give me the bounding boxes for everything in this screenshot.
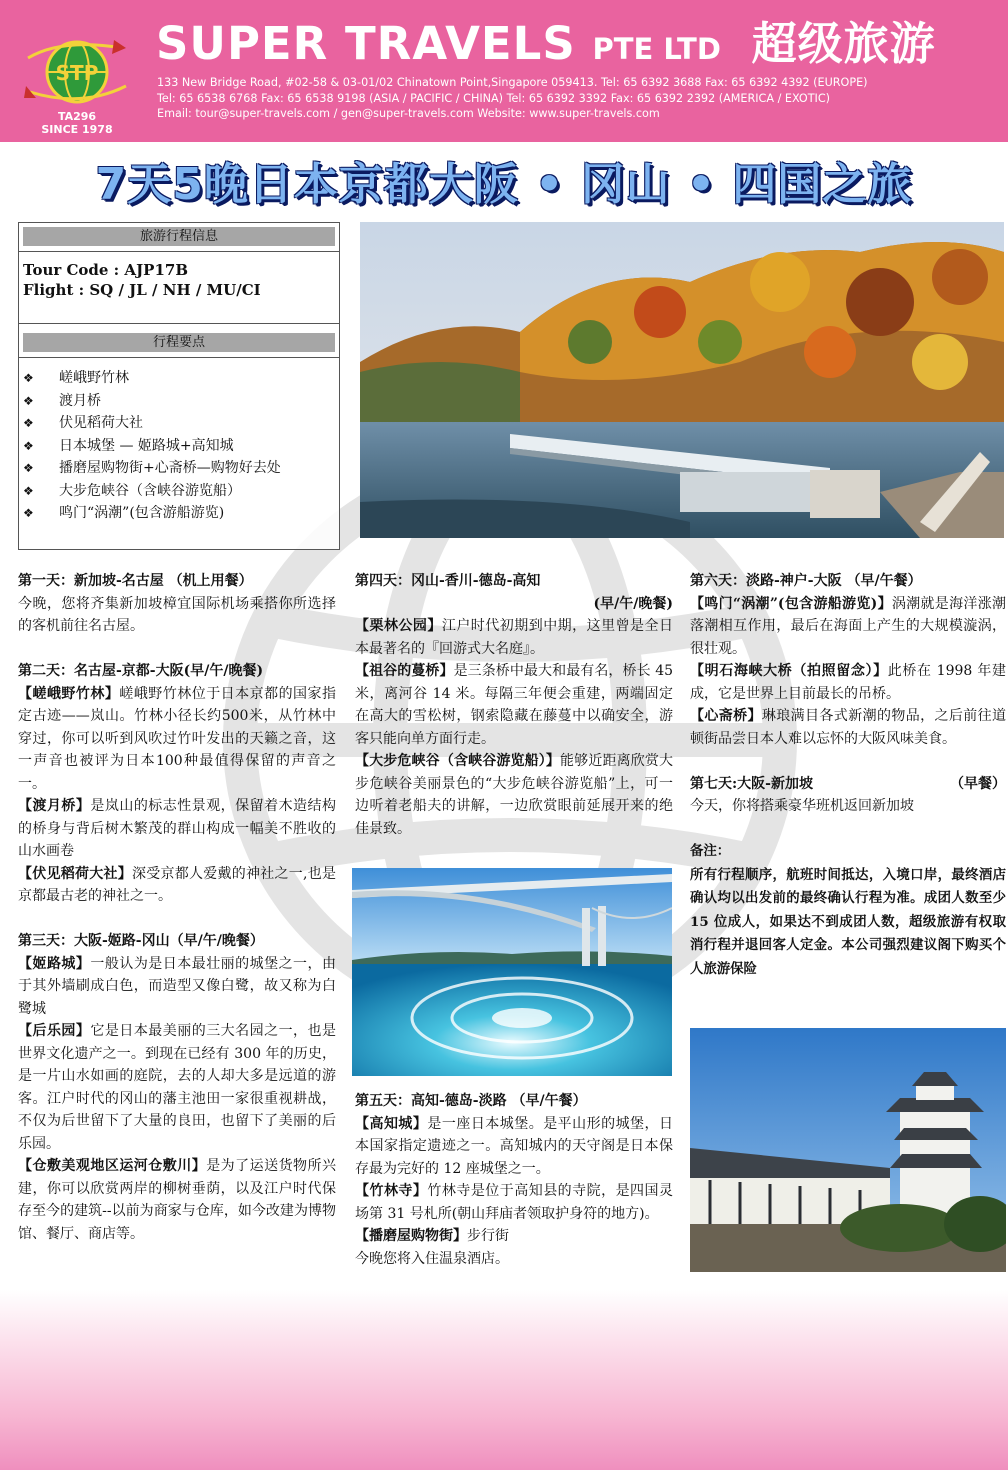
itinerary-column-3 — [690, 570, 1006, 981]
company-name — [156, 18, 936, 75]
naruto-bridge-whirlpool-photo — [352, 868, 672, 1076]
day2-paragraph: 【伏见稻荷大社】深受京都人爱戴的神社之一,也是京都最古老的神社之一。 — [18, 865, 337, 904]
diamond-bullet-icon: ❖ — [23, 416, 34, 430]
flight-info: Flight : SQ / JL / NH / MU/CI — [23, 281, 261, 299]
highlight-item: ❖ 伏见稻荷大社 — [23, 412, 281, 435]
logo-caption — [22, 110, 132, 136]
divider — [19, 357, 339, 358]
day7-meals: （早餐） — [950, 775, 1006, 792]
since-year: SINCE 1978 — [41, 123, 113, 136]
highlights-title: 行程要点 — [23, 333, 335, 352]
day5-paragraph: 【高知城】是一座日本城堡。是平山形的城堡，日本国家指定遗迹之一。高知城内的天守阁是日本保存最为完好的 12 座城堡之一。 — [355, 1115, 674, 1177]
diamond-bullet-icon: ❖ — [23, 483, 34, 498]
day2-paragraph: 【渡月桥】是岚山的标志性景观，保留着木造结构的桥身与背后树木繁茂的群山构成一幅美不胜收的山水画卷 — [18, 798, 337, 859]
brand-suffix: PTE LTD — [592, 32, 721, 66]
day4-paragraph: 【祖谷的蔓桥】是三条桥中最大和最有名，桥长 45 米，离河谷 14 米。每隔三年便会重建，两端固定在高大的雪松树，钢索隐藏在藤蔓中以确安全，游客只能向单方面行走。 — [355, 663, 674, 747]
day5-title: 第五天：高知-德岛-淡路 （早/午餐） — [355, 1093, 587, 1109]
highlight-item: ❖ 日本城堡 — 姬路城+高知城 — [23, 435, 281, 458]
arashiyama-autumn-river-photo — [360, 222, 1004, 538]
day7-text: 今天，你将搭乘豪华班机返回新加坡 — [690, 798, 914, 814]
diamond-bullet-icon: ❖ — [23, 393, 34, 408]
tour-code: Tour Code : AJP17B — [23, 261, 188, 279]
tour-info-box — [18, 222, 340, 550]
brand-name: SUPER TRAVELS — [156, 17, 576, 70]
highlight-item: ❖ 嵯峨野竹林 — [23, 367, 281, 390]
day5-paragraph: 【竹林寺】竹林寺是位于高知县的寺院，是四国灵场第 31 号札所(朝山拜庙者领取护身符的地方)。 — [355, 1183, 674, 1222]
day5-paragraph: 【播磨屋购物街】步行街 — [355, 1228, 509, 1244]
itinerary-column-2 — [355, 570, 673, 840]
day7-title: 第七天:大阪-新加坡 （早餐） — [690, 773, 1006, 796]
diamond-bullet-icon: ❖ — [23, 461, 34, 475]
divider — [19, 323, 339, 324]
diamond-bullet-icon: ❖ — [23, 506, 34, 520]
brand-chinese: 超级旅游 — [751, 17, 936, 70]
page-bottom-gradient — [0, 1290, 1008, 1470]
day4-meals: (早/午/晚餐) — [593, 595, 673, 612]
highlight-item: ❖ 播磨屋购物街+心斋桥—购物好去处 — [23, 457, 281, 480]
day5-end: 今晚您将入住温泉酒店。 — [355, 1250, 509, 1267]
contact-line-2: Email: tour@super-travels.com / gen@super-travels.com Website: www.super-travels.com — [157, 107, 660, 120]
license-number: TA296 — [57, 110, 97, 123]
day3-paragraph: 【仓敷美观地区运河仓敷川】是为了运送货物所兴建，你可以欣赏两岸的柳树垂荫，以及江户时代保存至今的建筑--以前为商家与仓库，如今改建为博物馆、餐厅、商店等。 — [18, 1158, 337, 1242]
day4-title: 第四天：冈山-香川-德岛-高知 — [355, 573, 541, 589]
globe-logo-icon — [22, 28, 132, 112]
day3-paragraph: 【姬路城】一般认为是日本最壮丽的城堡之一，由于其外墙刷成白色，而造型又像白鹭，故又称为白鹭城 — [18, 955, 337, 1017]
highlight-item: ❖ 鸣门“涡潮”(包含游船游览) — [23, 502, 281, 525]
itinerary-column-2-lower — [355, 1090, 673, 1270]
diamond-bullet-icon: ❖ — [23, 371, 34, 385]
page-title: 7天5晚日本京都大阪 • 冈山 • 四国之旅 — [95, 159, 913, 210]
day1-text: 今晚，您将齐集新加坡樟宜国际机场乘搭你所选择的客机前往名古屋。 — [18, 595, 336, 634]
day1-title: 第一天：新加坡-名古屋 （机上用餐） — [18, 573, 253, 589]
divider — [19, 251, 339, 252]
day6-paragraph: 【心斋桥】琳琅满目各式新潮的物品，之后前往道顿街品尝日本人难以忘怀的大阪风味美食。 — [690, 708, 1007, 747]
diamond-bullet-icon: ❖ — [23, 438, 34, 453]
day2-title: 第二天：名古屋-京都-大阪(早/午/晚餐) — [18, 663, 264, 679]
day4-paragraph: 【大步危峡谷（含峡谷游览船）】能够近距离欣赏大步危峡谷美丽景色的“大步危峡谷游览船”上，可一边听着老船夫的讲解，一边欣赏眼前延展开来的绝佳景致。 — [355, 753, 674, 837]
day3-paragraph: 【后乐园】它是日本最美丽的三大名园之一，也是世界文化遗产之一。到现在已经有 300 年的历史，是一片山水如画的庭院，去的人却大多是远道的游客。江户时代的冈山的藩主池田一家很重视耕战，不仅为后世留下了大量的良田，也留下了美丽的后乐园。 — [18, 1023, 337, 1152]
itinerary-column-1 — [18, 570, 336, 1245]
notes-title: 备注： — [690, 843, 731, 859]
address-line: 133 New Bridge Road, #02-58 & 03-01/02 Chinatown Point,Singapore 059413. Tel: 65 6392 3688 Fax: 65 6392 4392 (EUROPE) — [157, 76, 868, 89]
contact-line-1: Tel: 65 6538 6768 Fax: 65 6538 9198 (ASIA / PACIFIC / CHINA) Tel: 65 6392 3392 Fax: 65 6392 2392 (AMERICA / EXOTIC) — [157, 92, 831, 105]
day2-paragraph: 【嵯峨野竹林】嵯峨野竹林位于日本京都的国家指定古迹——岚山。竹林小径长约500米，从竹林中穿过，你可以听到风吹过竹叶发出的天籁之音，这一声音也被评为日本100种最值得保留的声音之一。 — [18, 685, 337, 792]
day4-paragraph: 【栗林公园】江户时代初期到中期，这里曾是全日本最著名的『回游式大名庭』。 — [355, 618, 674, 657]
day6-paragraph: 【明石海峡大桥（拍照留念）】此桥在 1998 年建成，它是世界上目前最长的吊桥。 — [690, 663, 1007, 702]
highlights-list — [23, 367, 281, 525]
kochi-castle-photo — [690, 1028, 1006, 1272]
highlight-item: ❖ 大步危峡谷（含峡谷游览船） — [23, 480, 281, 503]
company-header — [0, 0, 1008, 142]
day3-title: 第三天：大阪-姬路-冈山（早/午/晚餐） — [18, 933, 264, 949]
logo-letters: STP — [55, 61, 99, 85]
day6-title: 第六天：淡路-神户-大阪 （早/午餐） — [690, 573, 922, 589]
highlight-item: ❖ 渡月桥 — [23, 390, 281, 413]
day6-paragraph: 【鸣门“涡潮”(包含游船游览)】涡潮就是海洋涨潮落潮相互作用，最后在海面上产生的大规模漩涡，很壮观。 — [690, 595, 1007, 657]
company-logo — [22, 28, 132, 136]
notes-text: 所有行程顺序，航班时间抵达，入境口岸，最终酒店确认均以出发前的最终确认行程为准。成团人数至少 15 位成人，如果达不到成团人数，超级旅游有权取消行程并退回客人定金。本公司强烈建议阁下购买个人旅游保险 — [690, 866, 1006, 977]
info-section-title: 旅游行程信息 — [23, 227, 335, 246]
